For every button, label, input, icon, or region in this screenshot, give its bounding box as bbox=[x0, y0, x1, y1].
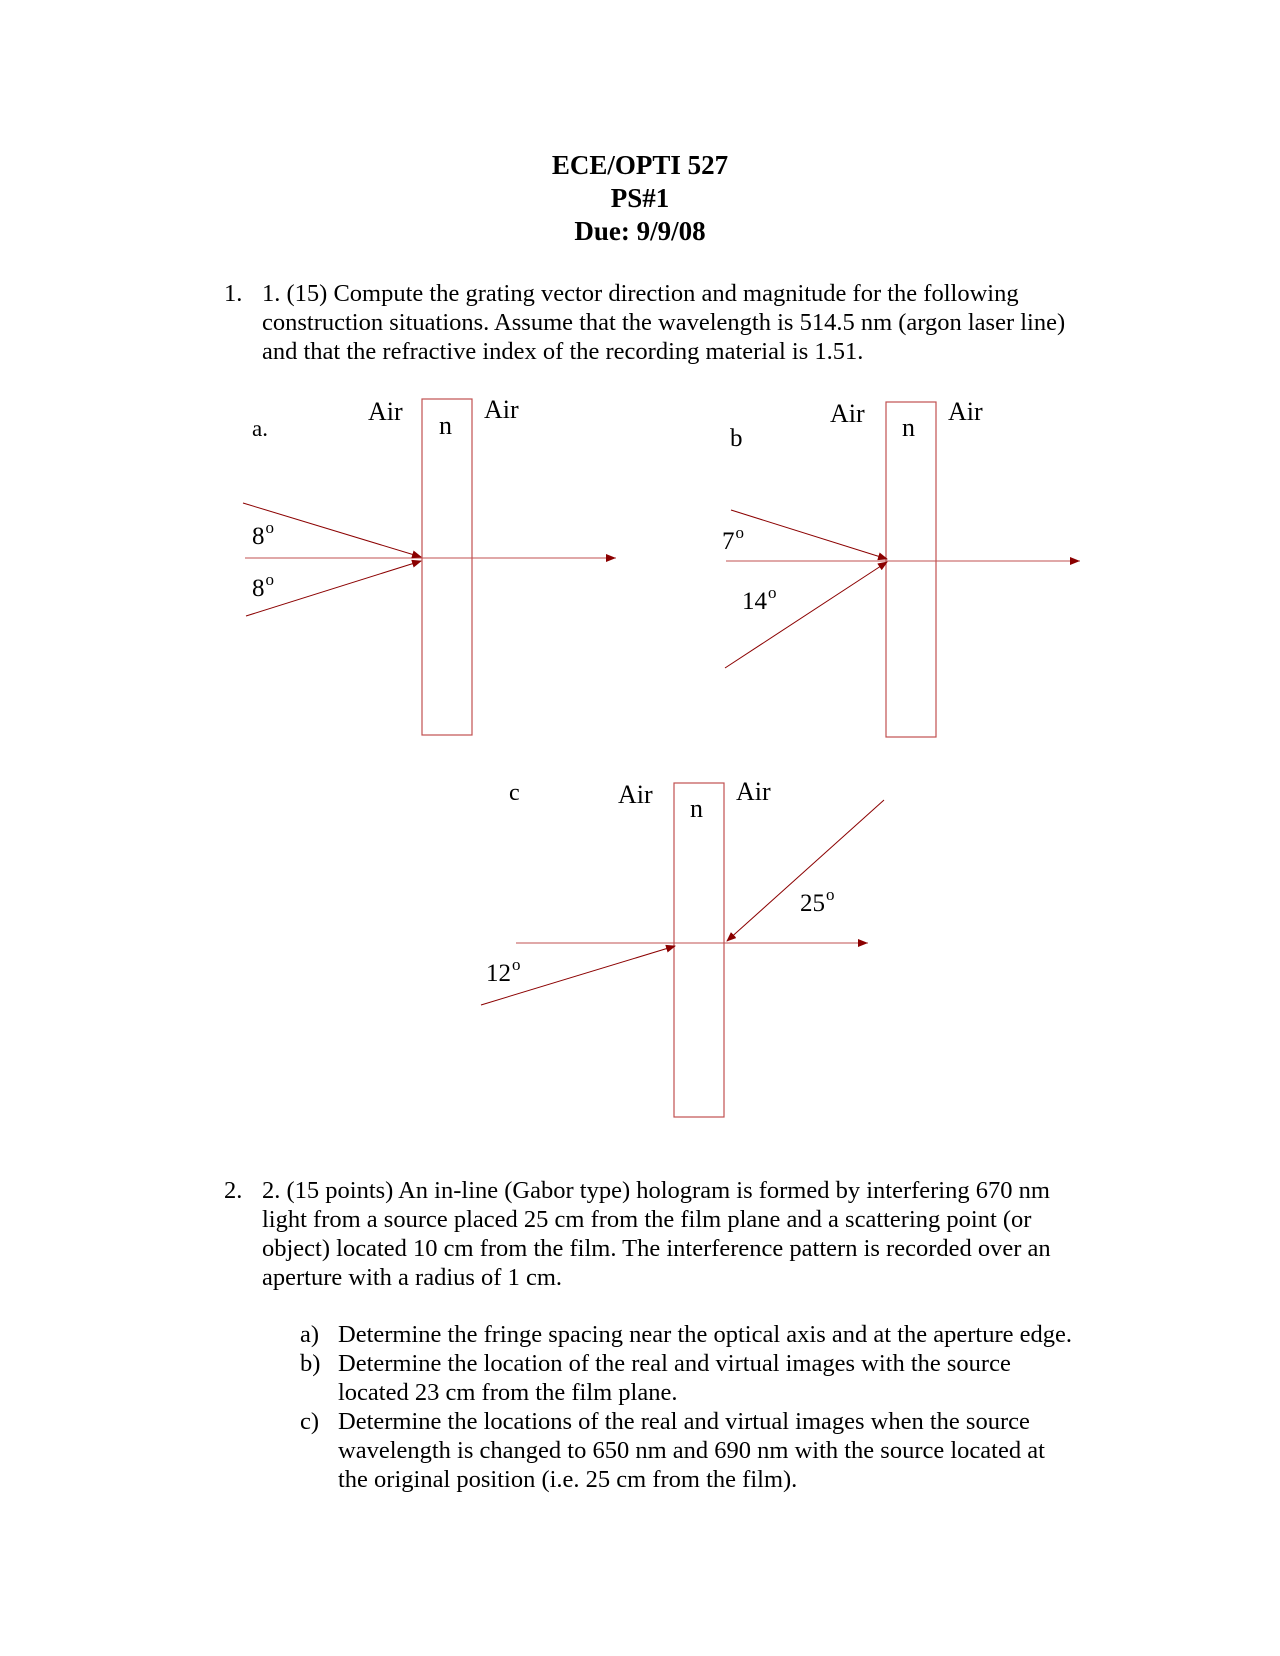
diagram-b-slab bbox=[886, 402, 936, 737]
diagram-a-angle-top: 8$^o$ bbox=[252, 518, 274, 550]
problem-2-number: 2. bbox=[224, 1177, 243, 1204]
problem-1-number: 1. bbox=[224, 280, 243, 307]
subpart-c-line: Determine the locations of the real and virtual images when the source bbox=[338, 1408, 1030, 1435]
diagram-a-angle-bottom: 8$^o$ bbox=[252, 570, 274, 602]
subpart-c-line: the original position (i.e. 25 cm from the film). bbox=[338, 1466, 798, 1493]
subpart-b-line: located 23 cm from the film plane. bbox=[338, 1379, 678, 1406]
problem-2-line: 2. (15 points) An in-line (Gabor type) hologram is formed by interfering 670 nm bbox=[262, 1177, 1050, 1204]
diagram-b-angle-top: 7$^o$ bbox=[722, 523, 744, 555]
diagram-c-label: c bbox=[509, 780, 520, 806]
subpart-b-line: Determine the location of the real and virtual images with the source bbox=[338, 1350, 1011, 1377]
problem-1-line: 1. (15) Compute the grating vector direction and magnitude for the following bbox=[262, 280, 1019, 307]
problem-1-line: construction situations. Assume that the wavelength is 514.5 nm (argon laser line) bbox=[262, 309, 1066, 336]
problem-2-line: object) located 10 cm from the film. The interference pattern is recorded over an bbox=[262, 1235, 1051, 1262]
diagram-a-air-right: Air bbox=[484, 395, 519, 424]
diagram-c bbox=[481, 783, 884, 1117]
diagram-c-slab bbox=[674, 783, 724, 1117]
diagram-c-beam-right bbox=[727, 800, 884, 941]
diagram-c-air-left: Air bbox=[618, 780, 653, 809]
problem-2-line: light from a source placed 25 cm from the film plane and a scattering point (or bbox=[262, 1206, 1032, 1233]
subpart-b-marker: b) bbox=[300, 1350, 321, 1377]
diagram-b-axis-arrowhead bbox=[1070, 557, 1080, 565]
diagram-a-axis-arrowhead bbox=[606, 554, 616, 562]
course-title: ECE/OPTI 527 bbox=[551, 150, 729, 180]
diagram-c-angle-right: 25$^o$ bbox=[800, 885, 835, 917]
diagram-a bbox=[243, 399, 616, 735]
diagram-c-medium-label: n bbox=[690, 794, 703, 823]
diagram-c-air-right: Air bbox=[736, 777, 771, 806]
subpart-a-line: Determine the fringe spacing near the optical axis and at the aperture edge. bbox=[338, 1321, 1072, 1348]
problem-2-line: aperture with a radius of 1 cm. bbox=[262, 1264, 563, 1291]
due-date: Due: 9/9/08 bbox=[574, 216, 706, 246]
diagram-a-label: a. bbox=[252, 416, 268, 441]
subpart-c-line: wavelength is changed to 650 nm and 690 nm with the source located at bbox=[338, 1437, 1045, 1464]
subpart-c-marker: c) bbox=[300, 1408, 320, 1435]
diagram-b-medium-label: n bbox=[902, 413, 915, 442]
diagram-a-medium-label: n bbox=[439, 411, 452, 440]
problem-1-line: and that the refractive index of the recording material is 1.51. bbox=[262, 338, 864, 365]
diagram-a-slab bbox=[422, 399, 472, 735]
diagram-b-beam-top bbox=[731, 510, 887, 559]
diagram-b-air-right: Air bbox=[948, 397, 983, 426]
subpart-a-marker: a) bbox=[300, 1321, 320, 1348]
diagram-c-angle-left: 12$^o$ bbox=[486, 955, 521, 987]
diagram-b-label: b bbox=[730, 425, 743, 452]
diagram-b-angle-bottom: 14$^o$ bbox=[742, 583, 777, 615]
diagram-a-air-left: Air bbox=[368, 397, 403, 426]
diagram-b-air-left: Air bbox=[830, 399, 865, 428]
problem-set-title: PS#1 bbox=[610, 183, 670, 213]
diagram-c-axis-arrowhead bbox=[858, 939, 868, 947]
diagram-b bbox=[725, 402, 1080, 737]
